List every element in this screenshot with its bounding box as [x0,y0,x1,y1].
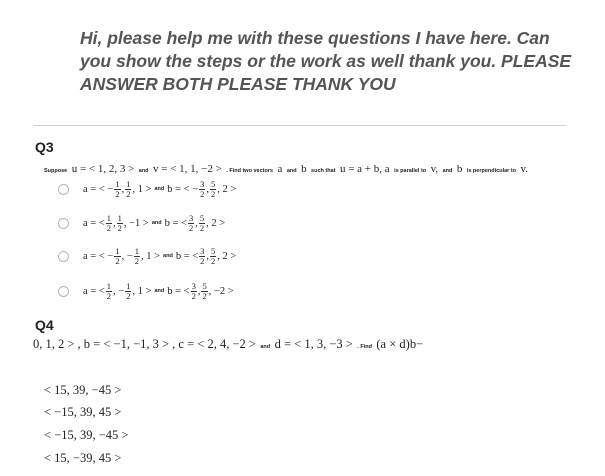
fraction: $\frac{1}{2}$ [126,178,131,199]
q4-option-1[interactable]: < 15, 39, −45 > [44,383,122,397]
option-text: , 2 > [206,217,226,229]
q3-option-2[interactable] [58,211,225,235]
option-text: , −2 > [208,285,234,297]
q3-stem-math: u = a + b, a [339,163,390,175]
option-text: , 1 > [140,250,161,262]
q3-option-1[interactable] [58,177,236,201]
fraction: $\frac{3}{2}$ [188,212,194,233]
q3-stem-math: u = < 1, 2, 3 > [71,163,135,175]
option-text: a = < [83,217,105,229]
q3-stem-word: Suppose [44,168,68,174]
q3-stem-math: b [301,163,307,175]
q4-title: Q4 [35,317,54,333]
fraction: $\frac{1}{2}$ [115,245,120,266]
option-text: , [206,250,210,262]
q4-stem-math: (a × d)b− [376,337,424,351]
fraction: $\frac{5}{2}$ [202,280,207,301]
q3-stem-word: is perpendicular to [466,168,517,174]
option-text: , [113,217,116,229]
fraction: $\frac{5}{2}$ [211,245,216,266]
option-text: , [206,183,210,195]
option-text: , −1 > [123,217,149,229]
option-text: , 1 > [132,183,152,195]
option-text: , − [113,285,125,297]
q4-option-3[interactable]: < −15, 39, −45 > [44,428,129,442]
q4-stem-word: . Find [357,344,372,350]
option-text: , 2 > [217,250,237,262]
divider [33,125,566,126]
radio-button[interactable] [58,286,69,297]
q4-stem-math: d = < 1, 3, −3 > [274,337,353,351]
radio-button[interactable] [58,251,69,262]
fraction: $\frac{5}{2}$ [211,178,216,199]
q4-option-2[interactable]: < −15, 39, 45 > [44,405,122,419]
option-text: b = < − [167,183,199,195]
q3-stem-word: and [138,168,149,174]
q3-stem [44,159,528,177]
option-text: , 1 > [132,285,152,297]
q4-stem-word: and [260,344,271,350]
fraction: $\frac{1}{2}$ [126,280,131,301]
fraction: $\frac{1}{2}$ [106,280,112,301]
fraction: $\frac{1}{2}$ [115,178,120,199]
fraction: $\frac{1}{2}$ [106,212,112,233]
q3-stem-word: and [286,168,297,174]
option-text: , 2 > [217,183,237,195]
q3-stem-math: a [277,163,283,175]
q3-stem-word: . Find two vectors [226,168,274,174]
option-text: , − [121,250,133,262]
q3-stem-math: v = < 1, 1, −2 > [153,163,222,175]
option-and: and [163,253,173,259]
fraction: $\frac{3}{2}$ [200,178,205,199]
option-and: and [151,220,162,226]
option-text: , [121,183,125,195]
q3-option-4[interactable] [58,279,234,303]
q3-title: Q3 [35,139,54,155]
q3-stem-math: v, [430,163,439,175]
q4-stem-math: 0, 1, 2 > , b = < −1, −1, 3 > , c = < 2, 4, −2 > [33,337,256,351]
q3-stem-math: b [456,163,463,175]
fraction: $\frac{3}{2}$ [200,245,205,266]
q3-stem-word: is parallel to [394,168,427,174]
radio-button[interactable] [58,218,69,229]
option-text: , [195,217,198,229]
q4-option-4[interactable]: < 15, −39, 45 > [44,451,122,465]
q3-stem-word: and [442,168,453,174]
q3-stem-word: such that [311,168,336,174]
fraction: $\frac{1}{2}$ [134,245,139,266]
option-text: a = < [83,285,105,297]
q4-stem [33,335,423,353]
radio-button[interactable] [58,184,69,195]
fraction: $\frac{3}{2}$ [191,280,196,301]
option-text: , [197,285,201,297]
option-text: b = < [164,217,187,229]
option-text: b = < [167,285,190,297]
option-text: a = < − [83,183,114,195]
q3-stem-math: v. [520,163,529,175]
intro-text: Hi, please help me with these questions I have here. Can you show the steps or the work as well thank you. PLEASE ANSWER BOTH PLEASE THANK YOU [80,28,572,94]
fraction: $\frac{5}{2}$ [199,212,205,233]
option-text: b = < [175,250,199,262]
option-and: and [154,288,165,294]
fraction: $\frac{1}{2}$ [117,212,122,233]
option-and: and [154,186,165,192]
option-text: a = < − [83,250,114,262]
q3-option-3[interactable] [58,244,236,268]
